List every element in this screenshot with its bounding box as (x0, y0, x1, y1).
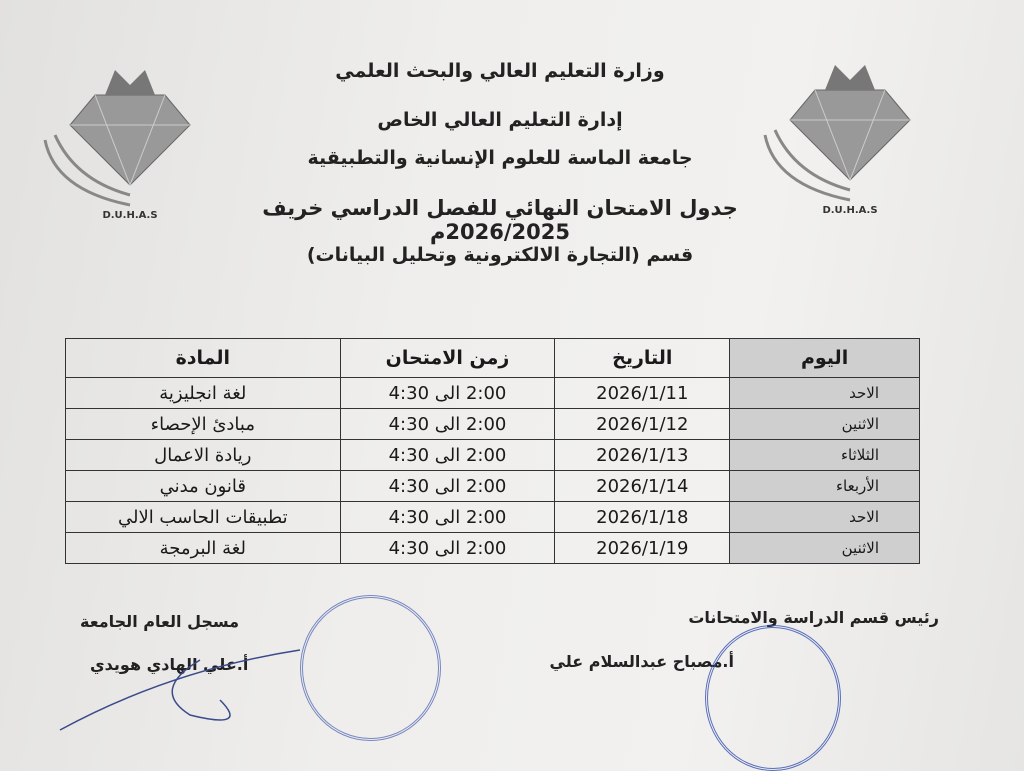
time-cell: 2:00 الى 4:30 (340, 409, 555, 440)
section-title: قسم (التجارة الالكترونية وتحليل البيانات) (306, 244, 694, 266)
header-date: التاريخ (555, 339, 730, 378)
day-cell: الاثنين (730, 409, 920, 440)
date-cell: 2026/1/11 (555, 378, 730, 409)
table-row (66, 471, 920, 502)
day-cell: الاحد (730, 502, 920, 533)
registrar-title: مسجل العام الجامعة (80, 612, 240, 631)
table-header-row (66, 339, 920, 378)
table-row (66, 378, 920, 409)
table-row (66, 409, 920, 440)
schedule-title: جدول الامتحان النهائي للفصل الدراسي خريف 2026/2025م (262, 196, 738, 244)
date-cell: 2026/1/19 (555, 533, 730, 564)
exams-head-title: رئيس قسم الدراسة والامتحانات (688, 608, 939, 627)
subject-cell: لغة البرمجة (66, 533, 341, 564)
header-time: زمن الامتحان (340, 339, 555, 378)
university-logo-left (35, 50, 225, 220)
logo-text: D.U.H.A.S (822, 205, 878, 215)
date-cell: 2026/1/18 (555, 502, 730, 533)
day-cell: الاثنين (730, 533, 920, 564)
day-cell: الاحد (730, 378, 920, 409)
header-subject: المادة (66, 339, 341, 378)
day-cell: الثلاثاء (730, 440, 920, 471)
time-cell: 2:00 الى 4:30 (340, 471, 555, 502)
ministry-title: وزارة التعليم العالي والبحث العلمي (335, 60, 665, 82)
university-name: جامعة الماسة للعلوم الإنسانية والتطبيقية (307, 147, 693, 169)
time-cell: 2:00 الى 4:30 (340, 502, 555, 533)
signature-scribble (50, 630, 310, 740)
logo-text: D.U.H.A.S (102, 210, 158, 220)
registrar-stamp (300, 595, 441, 741)
subject-cell: مبادئ الإحصاء (66, 409, 341, 440)
table-row (66, 440, 920, 471)
date-cell: 2026/1/14 (555, 471, 730, 502)
subject-cell: لغة انجليزية (66, 378, 341, 409)
day-cell: الأربعاء (730, 471, 920, 502)
department-stamp (705, 625, 841, 771)
exams-head-name: أ.مصباح عبدالسلام علي (549, 652, 734, 671)
date-cell: 2026/1/12 (555, 409, 730, 440)
exam-schedule-table (65, 338, 920, 564)
registrar-name: أ.علي الهادي هويدي (90, 655, 249, 674)
department-title: إدارة التعليم العالي الخاص (377, 109, 623, 131)
subject-cell: تطبيقات الحاسب الالي (66, 502, 341, 533)
time-cell: 2:00 الى 4:30 (340, 440, 555, 471)
table-row (66, 533, 920, 564)
date-cell: 2026/1/13 (555, 440, 730, 471)
subject-cell: ريادة الاعمال (66, 440, 341, 471)
subject-cell: قانون مدني (66, 471, 341, 502)
table-row (66, 502, 920, 533)
time-cell: 2:00 الى 4:30 (340, 533, 555, 564)
header-day: اليوم (730, 339, 920, 378)
time-cell: 2:00 الى 4:30 (340, 378, 555, 409)
